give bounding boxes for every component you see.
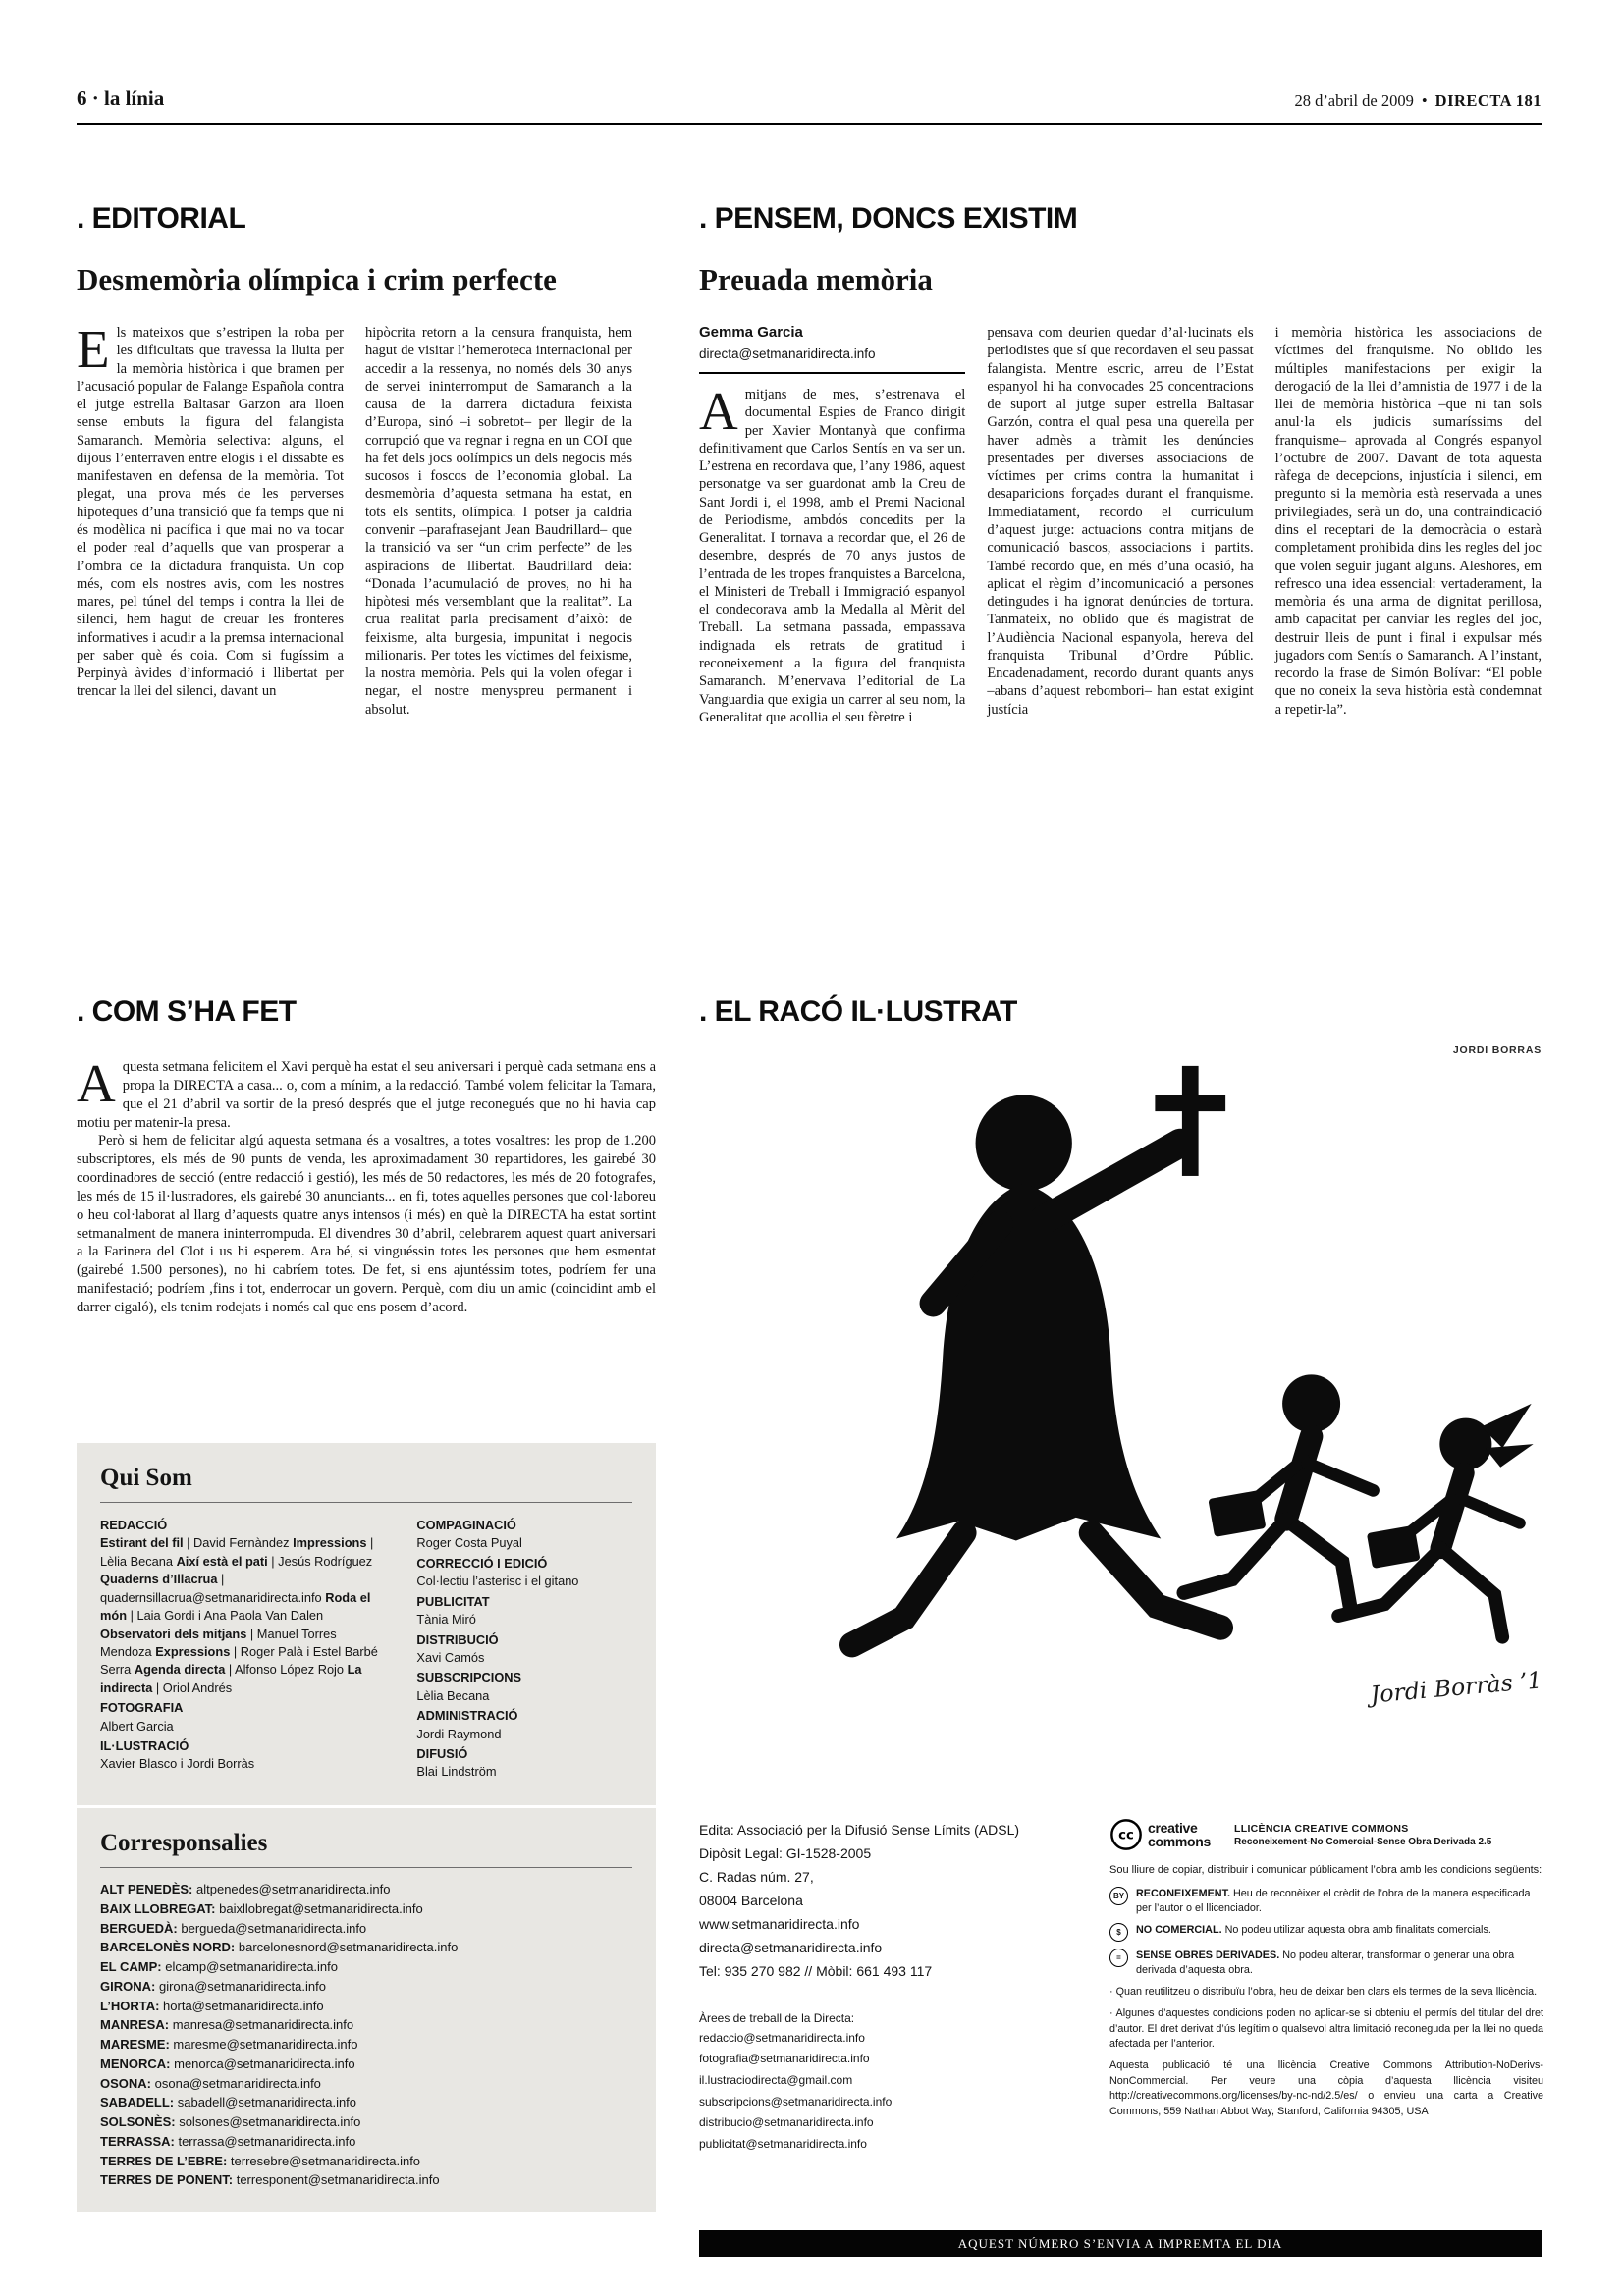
print-deadline-bar [699, 2230, 1542, 2257]
correspondent-place: BARCELONÈS NORD: [100, 1940, 236, 1955]
illustration-canvas [699, 1060, 1542, 1735]
staff-role: Expressions [155, 1643, 231, 1659]
satchel [1208, 1490, 1266, 1537]
staff-redaccio-header: REDACCIÓ [100, 1518, 168, 1532]
staff-role: Així està el pati [176, 1553, 268, 1569]
running-boy-figure [1184, 1374, 1374, 1606]
correspondent-place: TERRES DE PONENT: [100, 2172, 234, 2188]
issue-date: 28 d’abril de 2009 [1294, 91, 1414, 110]
condition-icon: = [1109, 1949, 1128, 1967]
license-condition [1109, 1887, 1543, 1916]
correspondent-row [100, 2055, 632, 2074]
work-area-email[interactable]: redaccio@setmanaridirecta.info [699, 2030, 865, 2045]
cc-word-2: commons [1148, 1834, 1212, 1849]
condition-name: NO COMERCIAL. [1136, 1924, 1222, 1937]
staff-name: | Lèlia Becana [100, 1535, 374, 1569]
correspondent-email[interactable]: sabadell@setmanaridirecta.info [177, 2095, 357, 2110]
correspondent-email[interactable]: osona@setmanaridirecta.info [154, 2075, 321, 2091]
imprint-line: directa@setmanaridirecta.info [699, 1940, 883, 1956]
opinion-column-2 [987, 324, 1253, 726]
correspondent-place: TERRASSA: [100, 2133, 175, 2149]
editorial-text-1: ls mateixos que s’estripen la roba per les dificultats que travessa la lluita per la memòria històrica i que bramen per l’acusació popular de Falange Española contra el jutge estrella Baltasar Garzon ara lloen sense embuts la figura del falangista Samaranch. Memòria selectiva: alguns, el dijous l’enterraven entre elogis i el dissabte es manifestaven en defensa de la memòria. Tot plegat, una prova més de les perverses hipoteques d’una transició que fa temps que ni és modèlica ni pacífica i que mai no va tocar el poder real d’aquells que van prosperar a l’ombra de la dictadura franquista. Un cop més, com els nostres avis, com les nostres mares, pel túnel del temps i contra la llei de silenci, hem hagut de creuar les fronteres informatives i acudir a la premsa internacional per saber què és coia. Com si fugíssim a Perpinyà àvides d’informació i llibertat per trencar la llei del silenci, davant un [77, 325, 344, 700]
print-deadline-text: AQUEST NÚMERO S’ENVIA A IMPREMTA EL DIA [957, 2235, 1283, 2251]
correspondents-heading: Corresponsalies [100, 1830, 632, 1868]
correspondent-email[interactable]: baixllobregat@setmanaridirecta.info [219, 1900, 423, 1916]
dropcap-comshafet: A [77, 1053, 116, 1113]
staff-section-name: Albert Garcia [100, 1718, 174, 1734]
work-area-email[interactable]: distribucio@setmanaridirecta.info [699, 2115, 874, 2130]
svg-text:cc: cc [1118, 1828, 1134, 1843]
staff-column-2 [416, 1517, 632, 1784]
license-note: Aquesta publicació té una llicència Creative Commons Attribution-NoDerivs- NonCommercial. Per veure una còpia d’aquesta llicència visiteu http://creativecommons.org/licenses/by-nc-nd/2.5/es/ o envieu una carta a Creative Commons, 559 Nathan Abbot Way, Stanford, California 94305, USA [1109, 2058, 1543, 2117]
correspondent-row [100, 2170, 632, 2190]
opinion-column-1 [699, 324, 965, 726]
staff-name: | Manuel Torres Mendoza [100, 1626, 337, 1659]
imprint-line: Tel: 935 270 982 // Mòbil: 661 493 117 [699, 1963, 933, 1980]
correspondent-email[interactable]: terrassa@setmanaridirecta.info [178, 2133, 356, 2149]
correspondent-row [100, 1957, 632, 1977]
staff-section-name: Col·lectiu l’asterisc i el gitano [416, 1574, 579, 1589]
imprint-block [699, 1818, 1092, 2155]
editorial-column-2 [365, 324, 632, 719]
license-intro: Sou lliure de copiar, distribuir i comunicar públicament l’obra amb les condicions següents: [1109, 1864, 1542, 1876]
separator-dot-icon: • [1421, 91, 1428, 110]
illustration-section [699, 995, 1542, 1740]
opinion-text-2: pensava com deurien quedar d’al·lucinats els periodistes que sí que recordaven el seu passat falangista. Mentre escric, arreu de l’Estat espanyol hi ha convocades 25 concentracions de suport al jutge super estrella Baltasar Garzón, contra el qual pesa una querella per haver admès a tràmit les denúncies presentades per diverses associacions de víctimes per crims contra la humanitat i desaparicions forçades durant el franquisme. Immediatament, recordo el currículum d’aquest jutge: actuacions contra mitjans de comunicació bascos, associacions i partits. També recordo que, en més d’una ocasió, ha aplicat el règim d’incomunicació a persones detingudes i ha ignorat denúncies de tortura. Tanmateix, no oblido que és magistrat de l’Audiència Nacional espanyola, hereva del franquista Tribunal d’Ordre Públic. Encadenadament, recordo durant quants anys –abans d’aquest rebombori– han estat exigint justícia [987, 325, 1254, 718]
correspondent-row [100, 1997, 632, 2016]
cc-logo-icon [1109, 1818, 1143, 1851]
correspondent-email[interactable]: solsones@setmanaridirecta.info [179, 2114, 361, 2129]
making-of-text-1: questa setmana felicitem el Xavi perquè ha estat el seu aniversari i perquè cada setmana ens a propa la DIRECTA a casa... o, com a mínim, a la redacció. També volem felicitar la Tamara, que el 21 d’abril va sortir de la presó després que el jutge reconegués que no hi havia cap motiu per matenir-la presa. [77, 1059, 656, 1131]
cc-word-1: creative [1148, 1820, 1198, 1836]
imprint-line: 08004 Barcelona [699, 1893, 803, 1909]
cc-logo-words [1148, 1821, 1211, 1848]
illustrator-signature: Jordi Borràs ’10 [1369, 1665, 1542, 1709]
opinion-text-1: mitjans de mes, s’estrenava el documental Espies de Franco dirigit per Xavier Montanyà que confirma definitivament que Carlos Sentís en va ser un. L’estrena en recordava que, l’any 1986, aquest personatge va ser guardonat amb la Creu de Sant Jordi i, el 1998, amb el Premi Nacional de Periodisme, ambdós concedits per la Generalitat. I tornava a recordar que, el 26 de desembre, després de 70 anys justos de l’entrada de les tropes franquistes a Barcelona, el Ministeri de Treball i Immigració espanyol el condecorava amb la Medalla al Mèrit del Treball. La setmana passada, empassava indignada els retrats de gratitud i reconeixement a la figura del franquista Samaranch. M’enervava l’editorial de La Vanguardia que exigia un carrer al seu nom, la Generalitat que acollia el seu fèretre i [699, 386, 966, 725]
correspondent-row [100, 2112, 632, 2132]
condition-icon: BY [1109, 1887, 1128, 1905]
correspondent-email[interactable]: manresa@setmanaridirecta.info [172, 2017, 354, 2033]
work-area-email[interactable]: fotografia@setmanaridirecta.info [699, 2052, 870, 2066]
correspondent-place: ALT PENEDÈS: [100, 1882, 193, 1896]
correspondent-place: MENORCA: [100, 2056, 171, 2071]
correspondent-place: BERGUEDÀ: [100, 1920, 178, 1936]
staff-name: | Alfonso López Rojo [225, 1662, 348, 1678]
correspondent-row [100, 1880, 632, 1899]
opinion-title: Preuada memòria [699, 262, 933, 296]
editorial-title: Desmemòria olímpica i crim perfecte [77, 262, 557, 296]
staff-section-name: Xavi Camós [416, 1649, 485, 1665]
correspondent-row [100, 1899, 632, 1919]
opinion-text-3: i memòria històrica les associacions de víctimes del franquisme. No oblido les múltiples manifestacions per exigir la derogació de la llei d’amnistia de 1977 i de la llei de memòria històrica –que ni tan sols anul·la els judicis sumaríssims del franquisme– aprovada al Congrés espanyol l’octubre de 2007. Davant de tota aquesta ràfega de decepcions, injustícia i silenci, em pregunto si la memòria està reservada a unes privilegiades, serà un do, una contraindicació dins el receptari de la democràcia o estarà completament prohibida dins les regles del joc que volen seguir jugant alguns. Aleshores, em refresco una idea essencial: vertaderament, la memòria és una arma de dignitat perillosa, amb capacitat per canviar les regles del joc, destruir lleis de punt i final i expulsar més jugadors com Sentís o Samaranch. A l’instant, recordo la frase de Simón Bolívar: “El poble que no coneix la seva història està condemnat a repetir-la”. [1274, 325, 1542, 718]
running-girl-figure [1338, 1404, 1534, 1637]
page-header [77, 86, 1542, 125]
editorial-section [77, 202, 632, 719]
correspondent-email[interactable]: elcamp@setmanaridirecta.info [165, 1959, 339, 1974]
imprint-line: www.setmanaridirecta.info [699, 1916, 860, 1933]
staff-section-header: COMPAGINACIÓ [416, 1518, 516, 1532]
work-area-email[interactable]: publicitat@setmanaridirecta.info [699, 2136, 867, 2151]
illustrator-credit: JORDI BORRAS [1452, 1044, 1542, 1056]
license-conditions [1109, 1887, 1543, 1978]
staff-pairs [416, 1517, 632, 1782]
staff-name: | Oriol Andrés [152, 1680, 233, 1695]
staff-role: Agenda directa [134, 1662, 226, 1678]
imprint-lines [699, 1818, 1092, 1984]
condition-name: RECONEIXEMENT. [1136, 1887, 1230, 1899]
correspondent-row [100, 2093, 632, 2112]
correspondent-place: MANRESA: [100, 2017, 170, 2033]
staff-role: Roda el món [100, 1589, 371, 1624]
correspondent-place: TERRES DE L’EBRE: [100, 2153, 228, 2168]
correspondent-email[interactable]: bergueda@setmanaridirecta.info [181, 1920, 367, 1936]
staff-section-name: Blai Lindström [416, 1764, 497, 1780]
correspondent-email[interactable]: barcelonesnord@setmanaridirecta.info [238, 1940, 459, 1955]
byline-email[interactable]: directa@setmanaridirecta.info [699, 346, 876, 361]
editorial-column-1 [77, 319, 344, 719]
staff-section-name: Tània Miró [416, 1612, 476, 1628]
correspondent-place: EL CAMP: [100, 1959, 162, 1974]
issue-info [1294, 91, 1542, 111]
staff-role: Impressions [293, 1535, 367, 1551]
correspondent-email[interactable]: terresponent@setmanaridirecta.info [236, 2172, 440, 2188]
condition-text: No podeu utilizar aquesta obra amb finalitats comercials. [1224, 1924, 1491, 1937]
condition-text: Heu de reconèixer el crèdit de l’obra de la manera especificada per l’autor o el llicenciador. [1136, 1887, 1531, 1915]
staff-box [77, 1443, 656, 1805]
correspondent-email[interactable]: altpenedes@setmanaridirecta.info [196, 1882, 391, 1896]
satchel [1367, 1525, 1421, 1569]
staff-section-header: ADMINISTRACIÓ [416, 1708, 518, 1724]
priest-silhouette [852, 1066, 1225, 1645]
opinion-column-3 [1275, 324, 1542, 726]
correspondent-email[interactable]: terresebre@setmanaridirecta.info [230, 2153, 421, 2168]
staff-name: | Laia Gordi i Ana Paola Van Dalen [127, 1608, 324, 1624]
correspondent-email[interactable]: menorca@setmanaridirecta.info [174, 2056, 355, 2071]
staff-name: | quadernsillacrua@setmanaridirecta.info [100, 1572, 326, 1605]
issue-number: DIRECTA 181 [1434, 91, 1542, 110]
cc-logo [1109, 1818, 1211, 1851]
correspondents-box [77, 1808, 656, 2212]
staff-role: Estirant del fil [100, 1535, 184, 1551]
work-area-email[interactable]: il.lustraciodirecta@gmail.com [699, 2072, 853, 2087]
imprint-line: Dipòsit Legal: GI-1528-2005 [699, 1845, 872, 1862]
section-label-comshafet: . COM S’HA FET [77, 995, 297, 1028]
correspondent-place: L’HORTA: [100, 1998, 160, 2013]
staff-role: Observatori dels mitjans [100, 1626, 247, 1641]
correspondent-place: BAIX LLOBREGAT: [100, 1900, 216, 1916]
staff-column-1 [100, 1517, 391, 1784]
condition-name: SENSE OBRES DERIVADES. [1136, 1949, 1280, 1962]
license-condition [1109, 1949, 1543, 1978]
correspondent-place: MARESME: [100, 2037, 170, 2052]
staff-section-header: FOTOGRAFIA [100, 1700, 184, 1716]
staff-section-header: DIFUSIÓ [416, 1746, 468, 1762]
staff-section-name: Lèlia Becana [416, 1687, 490, 1703]
condition-icon: $ [1109, 1923, 1128, 1942]
staff-box-heading: Qui Som [100, 1465, 632, 1503]
correspondent-row [100, 1938, 632, 1957]
byline-author: Gemma Garcia [699, 324, 803, 342]
license-subtitle: Reconeixement-No Comercial-Sense Obra Derivada 2.5 [1234, 1836, 1492, 1847]
illustration [699, 1060, 1542, 1740]
staff-sections [100, 1699, 391, 1774]
work-areas-list [699, 2028, 1092, 2156]
dropcap-editorial: E [77, 319, 110, 380]
correspondent-row [100, 2035, 632, 2055]
editorial-text-2: hipòcrita retorn a la censura franquista, hem hagut de visitar l’hemeroteca internacional per accedir a la ressenya, no només dels 30 anys de servei ininterromput de Samaranch a la causa de la darrera dictadura feixista d’Europa, sinó –i sobretot– per llegir de la corrupció que va regnar i regna en un COI que ha fet dels jocs oolímpics un dels negocis més sucosos i foscos de l’economia global. La desmemòria d’aquesta setmana ha estat, en tots els sentits, olímpica. I potser ja caldria convenir –parafrasejant Jean Baudrillard– que la transició va ser “un crim perfecte” de les aspiracions de llibertat. Baudrillard deia: “Donada l’acumulació de proves, no hi ha hipòtesi més versemblant que la realitat”. La crua realitat parla precisament d’això: de feixisme, alta burgesia, impunitat i negocis milionaris. Per totes les víctimes del feixisme, la nostra memòria. Pels qui la volen ofegar i negar, el nostre menyspreu permanent i absolut. [365, 325, 632, 718]
staff-role: Quaderns d’Illacrua [100, 1572, 218, 1587]
staff-section-header: IL·LUSTRACIÓ [100, 1738, 189, 1754]
staff-name: | Roger Palà i Estel Barbé Serra [100, 1643, 378, 1678]
license-block [1109, 1818, 1543, 2126]
license-note: · Algunes d’aquestes condicions poden no aplicar-se si obteniu el permís del titular del dret d’autor. El dret derivat d’ús legítim o qualsevol altra limitació reconeguda per la llei no queda afectada per l’anterior. [1109, 2007, 1543, 2051]
correspondent-email[interactable]: horta@setmanaridirecta.info [163, 1998, 324, 2013]
staff-section-header: SUBSCRIPCIONS [416, 1670, 522, 1685]
license-titles [1234, 1823, 1491, 1847]
making-of-paragraph-2: Però si hem de felicitar algú aquesta setmana és a vosaltres, a totes vosaltres: les prop de 1.200 subscriptores, els més de 90 punts de venda, les aproximadament 30 repartidores, les gairebé 30 coordinadores de secció (entre redacció i gestió), les més de 50 redactores, les més de 20 fotografes, les més de 15 il·lustradores, els gairebé 30 anunciants... en fi, totes aquelles persones que col·laboreu o heu col·laborat al llarg d’aquests quatre anys intensos (i més) en què la DIRECTA ha estat sortint setmanalment de manera ininterrompuda. El divendres 30 d’abril, celebrarem aquest quart aniversari a la Farinera del Clot i us hi esperem. Ara bé, si vinguéssin totes les persones que hem esmentat (gairebé 1.500 persones), no hi cabríem totes. De fet, si ens ajuntéssim totes, podríem fer una manifestació; podríem ,fins i tot, enderrocar un govern. Perquè, com diu un amic (coincidint amb el darrer cigaló), els tenim rodejats i només cal que ens posem d’acord. [77, 1133, 656, 1315]
correspondent-row [100, 2015, 632, 2035]
correspondent-row [100, 2132, 632, 2152]
imprint-line: C. Radas núm. 27, [699, 1869, 814, 1886]
correspondent-place: GIRONA: [100, 1978, 156, 1994]
correspondent-place: SABADELL: [100, 2095, 175, 2110]
license-notes [1109, 1985, 1543, 2119]
license-note: · Quan reutilitzeu o distribuïu l’obra, heu de deixar ben clars els termes de la seva llicència. [1109, 1986, 1538, 1999]
making-of-paragraph-1 [77, 1053, 656, 1132]
section-label-pensem: . PENSEM, DONCS EXISTIM [699, 202, 1078, 235]
making-of-section [77, 995, 656, 1317]
staff-section-header: DISTRIBUCIÓ [416, 1631, 499, 1647]
correspondent-row [100, 1977, 632, 1997]
condition-text: No podeu alterar, transformar o generar una obra derivada d’aquesta obra. [1136, 1949, 1515, 1977]
correspondents-list [100, 1880, 632, 2190]
correspondent-place: OSONA: [100, 2075, 151, 2091]
staff-section-header: PUBLICITAT [416, 1593, 490, 1609]
imprint-line: Edita: Associació per la Difusió Sense Límits (ADSL) [699, 1822, 1020, 1838]
work-area-email[interactable]: subscripcions@setmanaridirecta.info [699, 2094, 893, 2109]
correspondent-row [100, 1919, 632, 1939]
staff-section-name: Jordi Raymond [416, 1726, 502, 1741]
work-areas-heading: Àrees de treball de la Directa: [699, 2010, 855, 2025]
correspondent-place: SOLSONÈS: [100, 2114, 176, 2129]
staff-name: | David Fernàndez [183, 1535, 294, 1551]
staff-section-name: Xavier Blasco i Jordi Borràs [100, 1756, 255, 1772]
correspondent-email[interactable]: maresme@setmanaridirecta.info [173, 2037, 358, 2052]
dropcap-opinion: A [699, 380, 738, 441]
staff-section-header: CORRECCIÓ I EDICIÓ [416, 1555, 548, 1571]
staff-name: | Jesús Rodríguez [267, 1553, 373, 1569]
correspondent-email[interactable]: girona@setmanaridirecta.info [158, 1978, 326, 1994]
section-label-editorial: . EDITORIAL [77, 202, 246, 235]
license-condition [1109, 1923, 1543, 1942]
section-label-raco: . EL RACÓ IL·LUSTRAT [699, 995, 1017, 1028]
masthead: 6 · la línia [77, 86, 165, 110]
staff-section-name: Roger Costa Puyal [416, 1535, 522, 1551]
opinion-section [699, 202, 1542, 726]
work-areas-block [699, 2009, 1092, 2156]
staff-role: La indirecta [100, 1662, 362, 1695]
correspondent-row [100, 2152, 632, 2171]
license-title: LLICÈNCIA CREATIVE COMMONS [1234, 1822, 1409, 1835]
correspondent-row [100, 2074, 632, 2094]
byline [699, 324, 965, 374]
staff-roles-flow [100, 1535, 378, 1694]
